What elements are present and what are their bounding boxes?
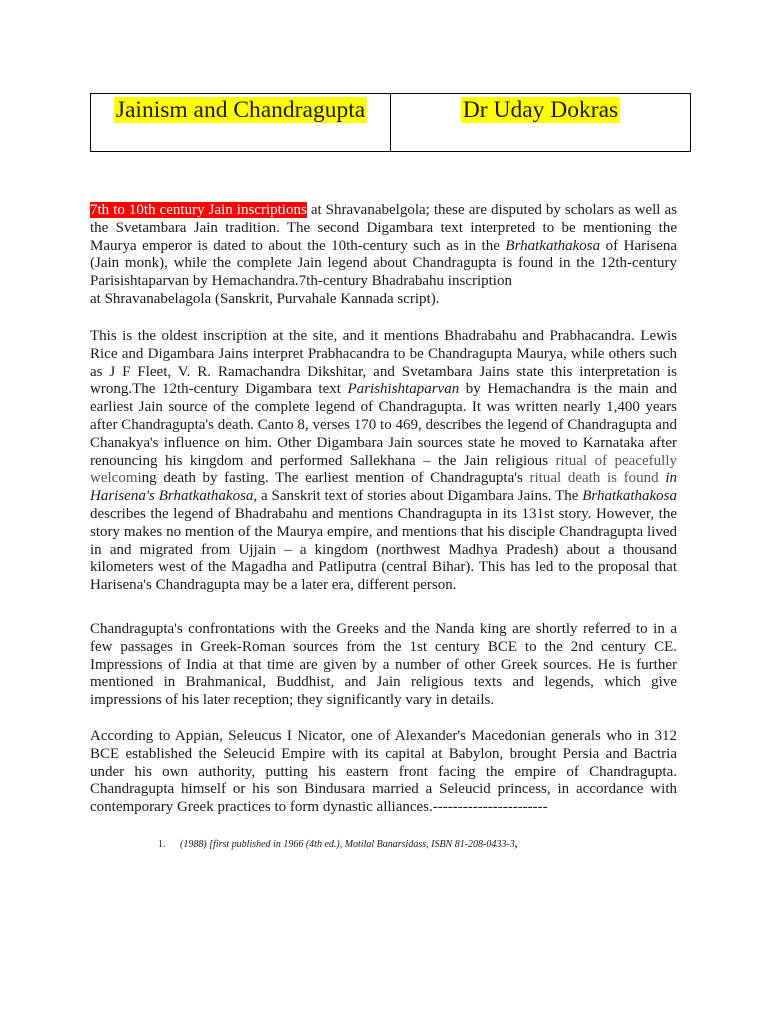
- title-table: [90, 93, 691, 152]
- author-cell: [391, 94, 690, 151]
- paragraph-appian: According to Appian, Seleucus I Nicator, one of Alexander's Macedonian generals who in 312 BCE established the Seleucid Empire with its capital at Babylon, brought Persia and Bactria under his own authority, putting his eastern front facing the empire of Chandragupta. Chandragupta himself or his son Bindusara married a Seleucid princess, in accordance with contemporary Greek practices to form dynastic alliances.-----------------------: [90, 728, 677, 816]
- footnote-number: 1.: [158, 839, 166, 850]
- document-title: Jainism and Chandragupta: [115, 97, 366, 123]
- paragraph-greek-sources: Chandragupta's confrontations with the Greeks and the Nanda king are shortly referred to in a few passages in Greek-Roman sources from the 1st century BCE to the 2nd century CE. Impressions of India at that time are given by a number of other Greek sources. He is further mentioned in Brahmanical, Buddhist, and Jain religious texts and legends, which give impressions of his later reception; they significantly vary in details.: [90, 621, 677, 709]
- document-author: Dr Uday Dokras: [462, 97, 619, 123]
- paragraph-oldest-inscription: This is the oldest inscription at the site, and it mentions Bhadrabahu and Prabhacandra. Lewis Rice and Digambara Jains interpret Prabhacandra to be Chandragupta Maurya, while others such as J F Fleet, V. R. Ramachandra Dikshitar, and Svetambara Jains state this interpretation is wrong.The 12th-century Digambara text Parishishtaparvan by Hemachandra is the main and earliest Jain source of the complete legend of Chandragupta. It was written nearly 1,400 years after Chandragupta's death. Canto 8, verses 170 to 469, describes the legend of Chandragupta and Chanakya's influence on him. Other Digambara Jain sources state he moved to Karnataka after renouncing his kingdom and performed Sallekhana – the Jain religious ritual of peacefully welcoming death by fasting. The earliest mention of Chandragupta's ritual death is found in Harisena's Brhatkathakosa, a Sanskrit text of stories about Digambara Jains. The Brhatkathakosa describes the legend of Bhadrabahu and mentions Chandragupta in its 131st story. However, the story makes no mention of the Maurya empire, and mentions that his disciple Chandragupta lived in and migrated from Ujjain – a kingdom (northwest Madhya Pradesh) about a thousand kilometers west of the Magadha and Patliputra (central Bihar). This has led to the proposal that Harisena's Chandragupta may be a later era, different person.: [90, 328, 678, 594]
- footnote: 1. (1988) [first published in 1966 (4th ed.), Motilal Banarsidass, ISBN 81-208-0433-3,: [158, 839, 518, 850]
- highlighted-phrase: 7th to 10th century Jain inscriptions: [90, 202, 307, 218]
- footnote-text: (1988) [first published in 1966 (4th ed.), Motilal Banarsidass, ISBN 81-208-0433-3: [180, 839, 515, 850]
- title-cell: [91, 94, 391, 151]
- paragraph-inscriptions: 7th to 10th century Jain inscriptions at Shravanabelgola; these are disputed by scholars as well as the Svetambara Jain tradition. The second Digambara text interpreted to be mentioning the Maurya emperor is dated to about the 10th-century such as in the Brhatkathakosa of Harisena (Jain monk), while the complete Jain legend about Chandragupta is found in the 12th-century Parisishtaparvan by Hemachandra.7th-century Bhadrabahu inscription at Shravanabelagola (Sanskrit, Purvahale Kannada script).: [90, 202, 677, 307]
